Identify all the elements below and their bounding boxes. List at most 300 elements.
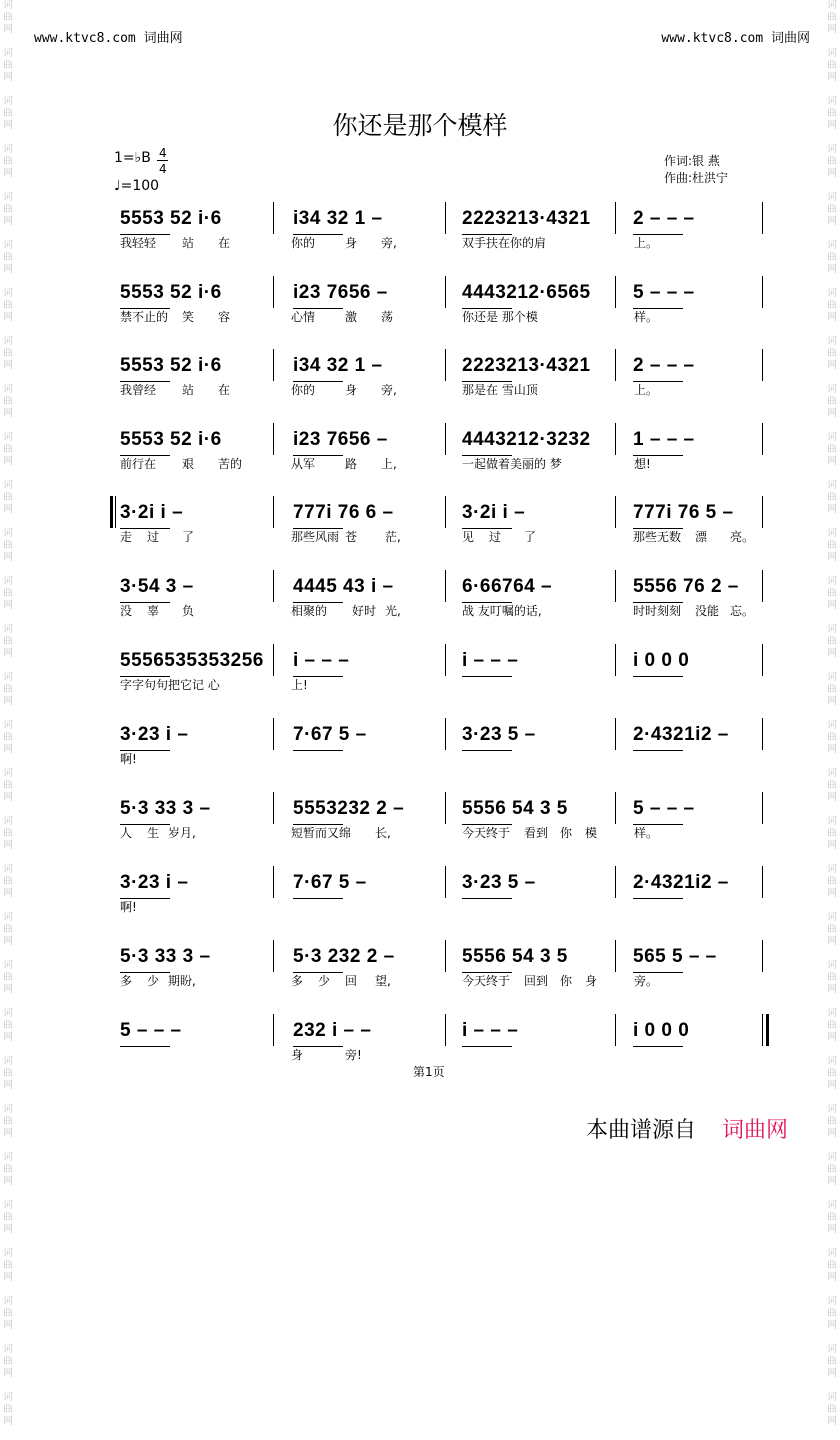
lyric-text: 期盼, xyxy=(168,974,196,988)
bar-line xyxy=(762,276,763,308)
measure-notes: 565 5 – – xyxy=(633,946,717,967)
lyric-text: 过 xyxy=(147,530,160,544)
lyric-text: 我轻轻 xyxy=(120,236,157,250)
watermark-gap xyxy=(824,228,840,240)
measure-notes: 2 – – – xyxy=(633,208,695,229)
lyric-text: 模 xyxy=(585,826,598,840)
watermark-glyph: 词 xyxy=(3,1056,13,1067)
watermark-glyph: 词 xyxy=(3,1392,13,1403)
bar-line xyxy=(445,644,446,676)
lyric-text: 你还是 那个模 xyxy=(462,310,538,324)
watermark-glyph: 网 xyxy=(3,264,13,275)
lyric-text: 在 xyxy=(218,236,231,250)
lyric-text: 茫, xyxy=(385,530,401,544)
bar-line xyxy=(762,570,763,602)
final-bar xyxy=(766,1014,769,1046)
watermark-glyph: 曲 xyxy=(3,972,13,983)
watermark-glyph: 曲 xyxy=(827,1356,837,1367)
watermark-gap xyxy=(0,180,16,192)
measure-notes: 3·23 5 – xyxy=(462,872,536,893)
lyric-text: 想! xyxy=(634,457,651,471)
measure-notes: 3·2i i – xyxy=(462,502,526,523)
watermark-glyph: 词 xyxy=(827,288,837,299)
lyric-text: 见 xyxy=(462,530,475,544)
watermark-glyph: 网 xyxy=(827,24,837,35)
watermark-gap xyxy=(824,276,840,288)
measure-notes: 232 i – – xyxy=(293,1020,372,1041)
watermark-glyph: 网 xyxy=(3,24,13,35)
watermark-glyph: 词 xyxy=(3,528,13,539)
watermark-glyph: 曲 xyxy=(3,732,13,743)
watermark-glyph: 网 xyxy=(3,936,13,947)
bar-line xyxy=(273,644,274,676)
lyric-text: 字字句句把它记 心 xyxy=(120,678,220,692)
watermark-glyph: 曲 xyxy=(3,1260,13,1271)
watermark-glyph: 曲 xyxy=(827,60,837,71)
measure-notes: i34 32 1 – xyxy=(293,355,383,376)
watermark-glyph: 网 xyxy=(3,1224,13,1235)
bar-line xyxy=(273,570,274,602)
lyric-text: 荡 xyxy=(381,310,394,324)
watermark-gap xyxy=(0,756,16,768)
measure-notes: 3·23 i – xyxy=(120,872,189,893)
watermark-glyph: 曲 xyxy=(827,1164,837,1175)
watermark-glyph: 曲 xyxy=(827,156,837,167)
watermark-glyph: 网 xyxy=(827,600,837,611)
watermark-glyph: 词 xyxy=(827,1104,837,1115)
watermark-glyph: 词 xyxy=(827,384,837,395)
watermark-glyph: 曲 xyxy=(827,300,837,311)
bar-line xyxy=(445,496,446,528)
watermark-glyph: 曲 xyxy=(827,540,837,551)
watermark-gap xyxy=(0,804,16,816)
measure-notes: 3·23 5 – xyxy=(462,724,536,745)
beat-underline xyxy=(462,1046,512,1047)
watermark-glyph: 词 xyxy=(827,1200,837,1211)
watermark-glyph: 词 xyxy=(827,768,837,779)
measure-notes: 3·2i i – xyxy=(120,502,184,523)
measure-notes: 5 – – – xyxy=(120,1020,182,1041)
beat-underline xyxy=(633,750,683,751)
bar-line xyxy=(615,718,616,750)
composer-credit: 作曲:杜洪宁 xyxy=(664,171,729,185)
watermark-gap xyxy=(824,852,840,864)
watermark-glyph: 曲 xyxy=(827,732,837,743)
lyric-text: 漂 xyxy=(695,530,708,544)
watermark-gap xyxy=(824,1236,840,1248)
lyric-text: 辜 xyxy=(147,604,160,618)
song-title: 你还是那个模样 xyxy=(332,111,508,140)
bar-line xyxy=(615,202,616,234)
watermark-glyph: 网 xyxy=(3,1128,13,1139)
watermark-glyph: 曲 xyxy=(3,348,13,359)
watermark-glyph: 网 xyxy=(3,1032,13,1043)
bar-line xyxy=(273,496,274,528)
lyric-text: 双手扶在你的肩 xyxy=(462,236,547,250)
watermark-glyph: 曲 xyxy=(3,780,13,791)
watermark-glyph: 网 xyxy=(3,1320,13,1331)
watermark-glyph: 网 xyxy=(3,552,13,563)
beat-underline xyxy=(633,1046,683,1047)
watermark-glyph: 曲 xyxy=(3,1356,13,1367)
watermark-glyph: 网 xyxy=(3,840,13,851)
watermark-glyph: 网 xyxy=(3,504,13,515)
watermark-glyph: 词 xyxy=(3,144,13,155)
watermark-glyph: 词 xyxy=(827,576,837,587)
watermark-glyph: 曲 xyxy=(827,204,837,215)
bar-line xyxy=(762,866,763,898)
page-number: 第1页 xyxy=(413,1065,445,1079)
watermark-glyph: 曲 xyxy=(827,1068,837,1079)
measure-notes: 5553232 2 – xyxy=(293,798,405,819)
watermark-gap xyxy=(824,1140,840,1152)
lyric-text: 笑 xyxy=(182,310,195,324)
watermark-glyph: 词 xyxy=(3,912,13,923)
watermark-gap xyxy=(0,1044,16,1056)
watermark-glyph: 词 xyxy=(3,1152,13,1163)
watermark-gap xyxy=(0,1236,16,1248)
bar-line xyxy=(273,423,274,455)
watermark-gap xyxy=(0,996,16,1008)
watermark-glyph: 网 xyxy=(827,744,837,755)
measure-notes: 5556 54 3 5 xyxy=(462,946,568,967)
bar-line xyxy=(762,202,763,234)
watermark-glyph: 网 xyxy=(827,792,837,803)
watermark-gap xyxy=(824,420,840,432)
watermark-gap xyxy=(824,1380,840,1392)
watermark-glyph: 网 xyxy=(3,744,13,755)
lyric-text: 旁! xyxy=(345,1048,362,1062)
measure-notes: 5553 52 i·6 xyxy=(120,208,222,229)
measure-notes: i – – – xyxy=(293,650,350,671)
beat-underline xyxy=(120,1046,170,1047)
watermark-gap xyxy=(824,708,840,720)
watermark-glyph: 曲 xyxy=(3,1404,13,1415)
lyric-text: 心情 xyxy=(291,310,316,324)
watermark-gap xyxy=(0,1332,16,1344)
watermark-glyph: 网 xyxy=(827,552,837,563)
site-url-right[interactable]: www.ktvc8.com 词曲网 xyxy=(661,31,810,46)
watermark-glyph: 网 xyxy=(827,840,837,851)
watermark-glyph: 网 xyxy=(827,408,837,419)
watermark-glyph: 网 xyxy=(3,888,13,899)
footer-source-site[interactable]: 词曲网 xyxy=(722,1118,789,1143)
watermark-glyph: 曲 xyxy=(3,876,13,887)
watermark-glyph: 网 xyxy=(827,696,837,707)
lyric-text: 回 xyxy=(345,974,358,988)
watermark-glyph: 网 xyxy=(827,264,837,275)
measure-notes: i 0 0 0 xyxy=(633,1020,690,1041)
bar-line xyxy=(273,792,274,824)
beat-underline xyxy=(462,898,512,899)
watermark-gap xyxy=(0,420,16,432)
lyric-text: 我曾经 xyxy=(120,383,157,397)
measure-notes: i23 7656 – xyxy=(293,282,388,303)
watermark-glyph: 曲 xyxy=(827,1020,837,1031)
lyric-text: 你的 xyxy=(291,236,316,250)
lyric-text: 苍 xyxy=(345,530,358,544)
watermark-glyph: 网 xyxy=(827,168,837,179)
bar-line xyxy=(615,1014,616,1046)
measure-notes: 7·67 5 – xyxy=(293,872,367,893)
lyric-text: 站 xyxy=(182,383,195,397)
measure-notes: 2·4321i2 – xyxy=(633,872,729,893)
watermark-glyph: 网 xyxy=(3,1080,13,1091)
watermark-glyph: 曲 xyxy=(827,1212,837,1223)
bar-line xyxy=(445,792,446,824)
watermark-glyph: 词 xyxy=(827,912,837,923)
bar-line xyxy=(615,496,616,528)
watermark-glyph: 词 xyxy=(827,1344,837,1355)
watermark-glyph: 曲 xyxy=(827,1404,837,1415)
watermark-gap xyxy=(0,660,16,672)
bar-line xyxy=(273,202,274,234)
watermark-glyph: 网 xyxy=(3,120,13,131)
watermark-glyph: 词 xyxy=(3,480,13,491)
bar-line xyxy=(445,718,446,750)
site-url-left[interactable]: www.ktvc8.com 词曲网 xyxy=(34,31,183,46)
watermark-glyph: 网 xyxy=(827,1128,837,1139)
watermark-gap xyxy=(824,180,840,192)
watermark-gap xyxy=(0,1140,16,1152)
watermark-gap xyxy=(0,84,16,96)
watermark-glyph: 词 xyxy=(827,48,837,59)
watermark-gap xyxy=(0,276,16,288)
watermark-glyph: 词 xyxy=(3,0,13,11)
bar-line xyxy=(273,940,274,972)
bar-line xyxy=(445,423,446,455)
lyric-text: 上。 xyxy=(634,236,659,250)
lyric-text: 身 xyxy=(291,1048,304,1062)
bar-line xyxy=(762,792,763,824)
lyric-text: 多 xyxy=(120,974,133,988)
watermark-gap xyxy=(0,324,16,336)
watermark-glyph: 曲 xyxy=(3,444,13,455)
watermark-gap xyxy=(0,948,16,960)
lyric-text: 一起做着美丽的 梦 xyxy=(462,457,562,471)
watermark-glyph: 词 xyxy=(827,1296,837,1307)
lyric-text: 相聚的 xyxy=(291,604,328,618)
measure-notes: 5·3 33 3 – xyxy=(120,798,211,819)
lyric-text: 生 xyxy=(147,826,160,840)
watermark-glyph: 词 xyxy=(3,960,13,971)
lyric-text: 短暂而又绵 xyxy=(291,826,352,840)
lyric-text: 那是在 雪山顶 xyxy=(462,383,538,397)
watermark-glyph: 网 xyxy=(827,216,837,227)
bar-line xyxy=(615,940,616,972)
bar-line xyxy=(615,570,616,602)
measure-notes: 3·54 3 – xyxy=(120,576,194,597)
bar-line xyxy=(273,866,274,898)
bar-line xyxy=(615,792,616,824)
watermark-glyph: 曲 xyxy=(3,12,13,23)
lyric-text: 样。 xyxy=(634,310,659,324)
watermark-gap xyxy=(824,900,840,912)
watermark-glyph: 词 xyxy=(827,864,837,875)
watermark-glyph: 词 xyxy=(3,384,13,395)
watermark-glyph: 词 xyxy=(3,96,13,107)
watermark-glyph: 词 xyxy=(827,1392,837,1403)
lyric-text: 那些风雨 xyxy=(291,530,340,544)
lyric-text: 上。 xyxy=(634,383,659,397)
bar-line xyxy=(273,276,274,308)
watermark-glyph: 曲 xyxy=(827,252,837,263)
watermark-glyph: 网 xyxy=(3,360,13,371)
watermark-glyph: 词 xyxy=(3,864,13,875)
watermark-glyph: 曲 xyxy=(3,1068,13,1079)
watermark-gap xyxy=(824,372,840,384)
beat-underline xyxy=(293,898,343,899)
repeat-start-bar xyxy=(110,496,113,528)
watermark-glyph: 词 xyxy=(827,96,837,107)
watermark-glyph: 网 xyxy=(827,456,837,467)
watermark-gap xyxy=(0,228,16,240)
watermark-glyph: 词 xyxy=(3,768,13,779)
watermark-glyph: 曲 xyxy=(827,348,837,359)
lyric-text: 走 xyxy=(120,530,133,544)
lyric-text: 望, xyxy=(375,974,391,988)
watermark-glyph: 曲 xyxy=(827,108,837,119)
watermark-gap xyxy=(824,564,840,576)
watermark-glyph: 网 xyxy=(827,312,837,323)
watermark-glyph: 曲 xyxy=(827,780,837,791)
watermark-gap xyxy=(0,372,16,384)
measure-notes: 777i 76 6 – xyxy=(293,502,394,523)
watermark-glyph: 曲 xyxy=(827,444,837,455)
bar-line xyxy=(273,1014,274,1046)
watermark-gap xyxy=(824,804,840,816)
left-watermark-strip xyxy=(0,0,16,1427)
lyric-text: 了 xyxy=(524,530,537,544)
watermark-glyph: 网 xyxy=(827,1368,837,1379)
lyric-text: 站 xyxy=(182,236,195,250)
watermark-glyph: 曲 xyxy=(3,396,13,407)
watermark-glyph: 曲 xyxy=(3,204,13,215)
watermark-glyph: 曲 xyxy=(827,1308,837,1319)
watermark-glyph: 网 xyxy=(827,120,837,131)
lyric-text: 长, xyxy=(375,826,391,840)
measure-notes: 3·23 i – xyxy=(120,724,189,745)
watermark-glyph: 曲 xyxy=(827,588,837,599)
bar-line xyxy=(762,423,763,455)
watermark-glyph: 词 xyxy=(3,48,13,59)
measure-notes: 1 – – – xyxy=(633,429,695,450)
lyric-text: 光, xyxy=(385,604,401,618)
beat-underline xyxy=(462,676,512,677)
watermark-glyph: 网 xyxy=(3,408,13,419)
watermark-glyph: 词 xyxy=(3,192,13,203)
measure-notes: 5556535353256 xyxy=(120,650,264,671)
watermark-glyph: 曲 xyxy=(827,1260,837,1271)
watermark-glyph: 曲 xyxy=(827,1116,837,1127)
lyric-text: 今天终于 xyxy=(462,974,511,988)
watermark-glyph: 曲 xyxy=(3,492,13,503)
measure-notes: 5553 52 i·6 xyxy=(120,355,222,376)
lyric-text: 了 xyxy=(182,530,195,544)
watermark-glyph: 曲 xyxy=(3,300,13,311)
measure-notes: 5556 54 3 5 xyxy=(462,798,568,819)
measure-notes: 5 – – – xyxy=(633,798,695,819)
watermark-glyph: 词 xyxy=(3,1104,13,1115)
lyric-text: 苦的 xyxy=(218,457,243,471)
lyric-text: 从军 xyxy=(291,457,316,471)
watermark-glyph: 词 xyxy=(827,1152,837,1163)
watermark-glyph: 网 xyxy=(827,888,837,899)
lyric-text: 没 xyxy=(120,604,133,618)
measure-notes: 2223213·4321 xyxy=(462,208,591,229)
watermark-glyph: 曲 xyxy=(3,924,13,935)
lyric-text: 少 xyxy=(318,974,331,988)
lyric-text: 身 xyxy=(585,974,598,988)
lyric-text: 身 xyxy=(345,383,358,397)
bar-line xyxy=(615,423,616,455)
bar-line xyxy=(445,202,446,234)
lyric-text: 前行在 xyxy=(120,457,157,471)
watermark-glyph: 曲 xyxy=(3,828,13,839)
watermark-glyph: 曲 xyxy=(3,636,13,647)
watermark-gap xyxy=(0,36,16,48)
lyric-text: 那些无数 xyxy=(633,530,682,544)
watermark-glyph: 网 xyxy=(827,72,837,83)
measure-notes: 4445 43 i – xyxy=(293,576,394,597)
bar-line xyxy=(445,349,446,381)
beat-underline xyxy=(633,676,683,677)
watermark-glyph: 词 xyxy=(827,720,837,731)
watermark-glyph: 曲 xyxy=(827,492,837,503)
time-signature-line xyxy=(157,160,168,161)
watermark-glyph: 曲 xyxy=(827,924,837,935)
watermark-glyph: 词 xyxy=(827,432,837,443)
watermark-glyph: 词 xyxy=(3,288,13,299)
watermark-glyph: 曲 xyxy=(3,588,13,599)
watermark-glyph: 曲 xyxy=(827,972,837,983)
watermark-gap xyxy=(824,468,840,480)
watermark-gap xyxy=(824,324,840,336)
watermark-gap xyxy=(824,1284,840,1296)
watermark-glyph: 网 xyxy=(3,1176,13,1187)
watermark-glyph: 网 xyxy=(827,1032,837,1043)
measure-notes: 2 – – – xyxy=(633,355,695,376)
lyric-text: 艰 xyxy=(182,457,195,471)
watermark-glyph: 网 xyxy=(3,1272,13,1283)
watermark-glyph: 网 xyxy=(827,648,837,659)
watermark-glyph: 网 xyxy=(3,216,13,227)
measure-notes: i23 7656 – xyxy=(293,429,388,450)
watermark-gap xyxy=(824,516,840,528)
watermark-glyph: 词 xyxy=(3,432,13,443)
measure-notes: 5 – – – xyxy=(633,282,695,303)
watermark-gap xyxy=(824,36,840,48)
watermark-glyph: 词 xyxy=(827,336,837,347)
lyric-text: 激 xyxy=(345,310,358,324)
lyric-text: 少 xyxy=(147,974,160,988)
lyric-text: 路 xyxy=(345,457,358,471)
watermark-glyph: 词 xyxy=(3,336,13,347)
beat-underline xyxy=(293,750,343,751)
measure-notes: 5556 76 2 – xyxy=(633,576,739,597)
watermark-glyph: 网 xyxy=(827,1176,837,1187)
watermark-glyph: 词 xyxy=(827,240,837,251)
lyricist-credit: 作词:银 燕 xyxy=(664,154,720,168)
watermark-gap xyxy=(0,852,16,864)
measure-notes: i 0 0 0 xyxy=(633,650,690,671)
watermark-glyph: 词 xyxy=(3,1248,13,1259)
bar-line xyxy=(762,718,763,750)
watermark-glyph: 词 xyxy=(3,576,13,587)
lyric-text: 人 xyxy=(120,826,133,840)
watermark-glyph: 网 xyxy=(3,648,13,659)
watermark-glyph: 网 xyxy=(3,456,13,467)
